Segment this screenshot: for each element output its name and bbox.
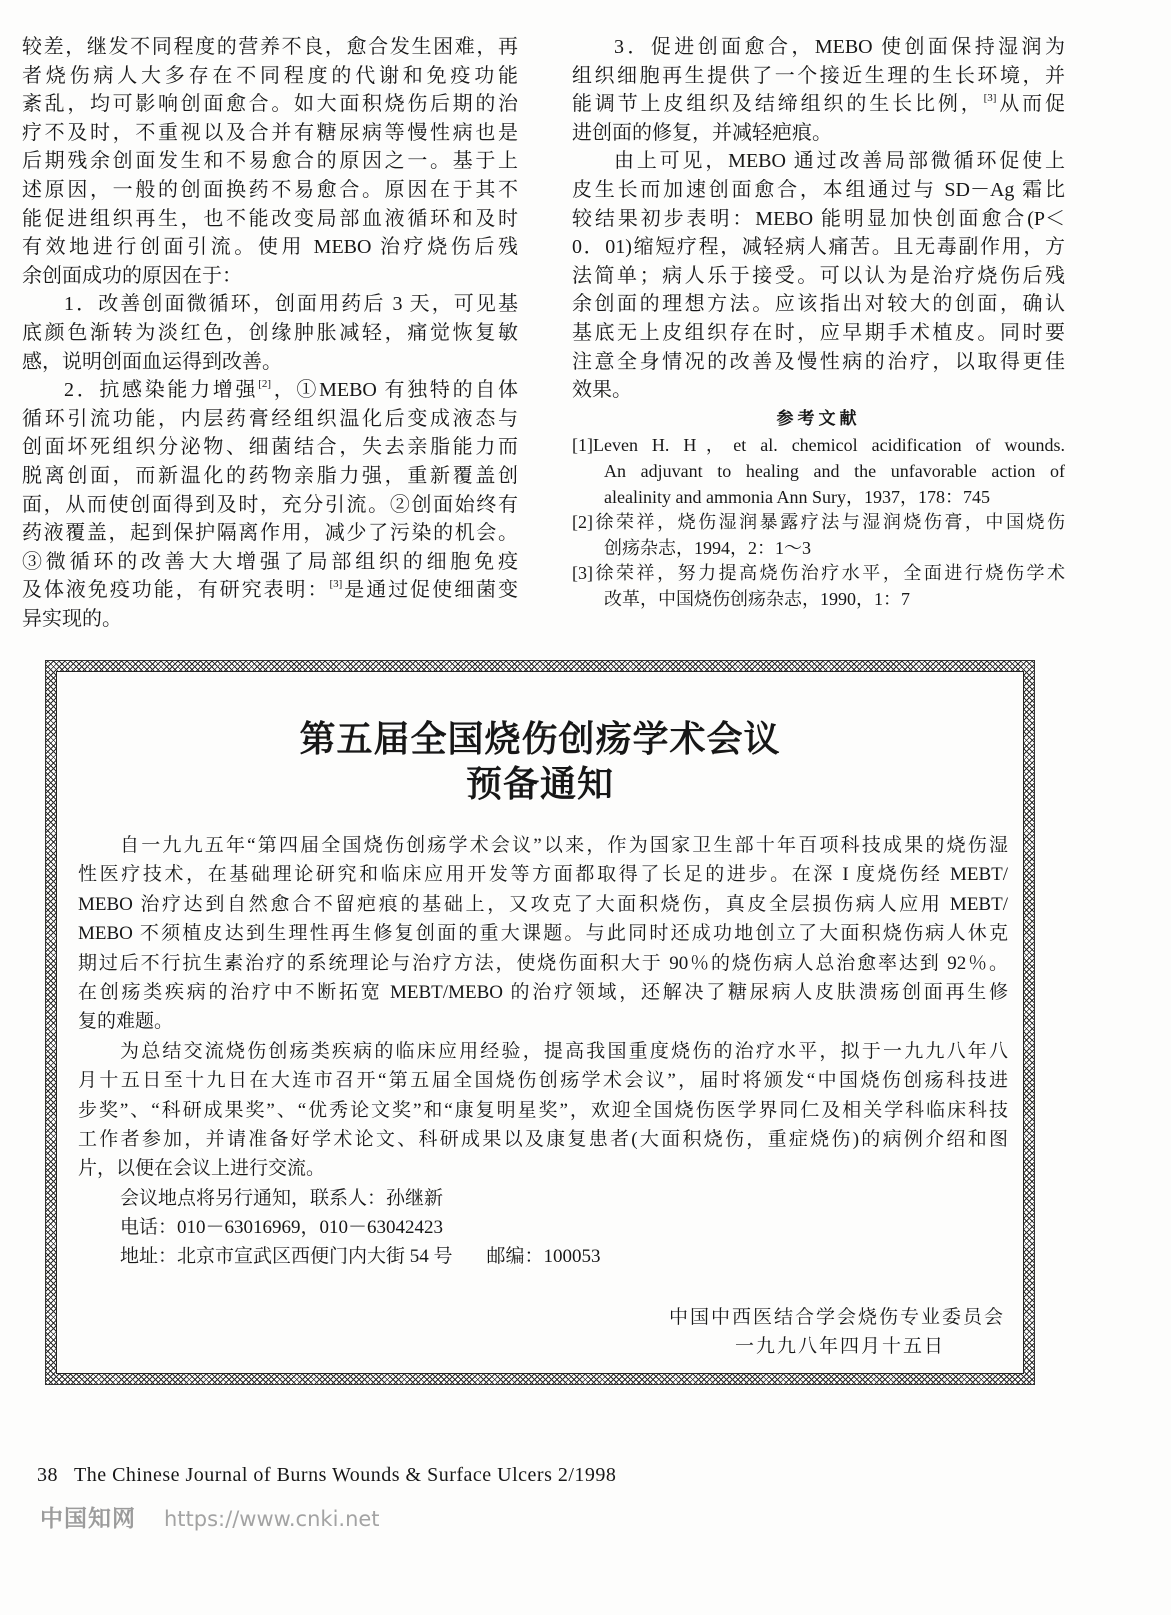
left-column-line: 述原因，一般的创面换药不易愈合。原因在于其不 (22, 178, 518, 201)
left-column-line: 异实现的。 (22, 607, 122, 630)
notice-line: 月十五日至十九日在大连市召开“第五届全国烧伤创疡学术会议”，届时将颁发“中国烧伤创疡科技进 (78, 1070, 1008, 1092)
right-column-line: 3．促进创面愈合，MEBO 使创面保持湿润为 (614, 36, 1065, 58)
line-text: 是通过促使细菌变 (342, 579, 519, 602)
notice-line: 性医疗技术，在基础理论研究和临床应用开发等方面都取得了长足的进步。在深 I 度烧伤经 MEBT/ (78, 864, 1008, 886)
right-column-line: 皮生长而加速创面愈合，本组通过与 SD－Ag 霜比 (572, 178, 1065, 201)
left-column (22, 33, 518, 633)
right-column-line: 注意全身情况的改善及慢性病的治疗，以取得更佳 (572, 350, 1065, 373)
left-column-line: ③微循环的改善大大增强了局部组织的细胞免疫 (22, 550, 518, 573)
citation-superscript: [2] (258, 378, 272, 391)
right-column-line: 法简单；病人乐于接受。可以认为是治疗烧伤后残 (572, 264, 1065, 287)
citation-superscript: [3] (983, 92, 997, 105)
contact-phone: 电话：010－63016969，010－63042423 (120, 1217, 444, 1239)
left-column-line: 创面坏死组织分泌物、细菌结合，失去亲脂能力而 (22, 436, 518, 459)
page-footer (37, 1461, 616, 1489)
left-column-line: 1．改善创面微循环，创面用药后 3 天，可见基 (64, 293, 518, 316)
notice-line: MEBO 不须植皮达到生理性再生修复创面的重大课题。与此同时还成功地创立了大面积烧伤病人休克 (78, 923, 1008, 945)
left-column-line: 较差，继发不同程度的营养不良，愈合发生困难，再 (22, 36, 518, 58)
left-column-line: 感，说明创面血运得到改善。 (22, 350, 282, 373)
notice-line: 为总结交流烧伤创疡类疾病的临床应用经验，提高我国重度烧伤的治疗水平，拟于一九九八年八 (120, 1040, 1008, 1062)
notice-line: 片，以便在会议上进行交流。 (78, 1158, 326, 1180)
right-column (572, 33, 1065, 612)
notice-line: 工作者参加，并请准备好学术论文、科研成果以及康复患者(大面积烧伤，重症烧伤)的病例介绍和图 (78, 1128, 1008, 1150)
left-column-line: 有效地进行创面引流。使用 MEBO 治疗烧伤后残 (22, 236, 518, 259)
left-column-line: 底颜色渐转为淡红色，创缘肿胀减轻，痛觉恢复敏 (22, 321, 518, 344)
reference-line: alealinity and ammonia Ann Sury，1937，178：745 (604, 486, 990, 507)
notice-line: 复的难题。 (78, 1011, 174, 1033)
cnki-watermark (40, 1504, 380, 1534)
line-text: 及体液免疫功能，有研究表明： (22, 579, 330, 602)
contact-address: 地址：北京市宣武区西便门内大街 54 号 (120, 1246, 453, 1268)
reference-list (572, 433, 1065, 612)
right-column-line: 基底无上皮组织存在时，应早期手术植皮。同时要 (572, 321, 1065, 344)
journal-name: The Chinese Journal of Burns Wounds & Surface Ulcers 2/1998 (74, 1464, 617, 1486)
right-column-line: 较结果初步表明：MEBO 能明显加快创面愈合(P＜ (572, 207, 1065, 230)
left-column-line: 脱离创面，而新温化的药物亲脂力强，重新覆盖创 (22, 464, 518, 487)
notice-line: 在创疡类疾病的治疗中不断拓宽 MEBT/MEBO 的治疗领域，还解决了糖尿病人皮肤溃疡创面再生修 (78, 981, 1008, 1003)
notice-subtitle: 预备通知 (465, 764, 614, 805)
left-column-line: 紊乱，均可影响创面愈合。如大面积烧伤后期的治 (22, 93, 518, 116)
notice-line: MEBO 治疗达到自然愈合不留疤痕的基础上，又攻克了大面积烧伤，真皮全层损伤病人应用 MEBT/ (78, 893, 1008, 915)
reference-item (572, 561, 1065, 612)
right-column-line: 余创面的理想方法。应该指出对较大的创面，确认 (572, 293, 1065, 316)
notice-line: 自一九九五年“第四届全国烧伤创疡学术会议”以来，作为国家卫生部十年百项科技成果的烧伤湿 (120, 835, 1008, 856)
contact-postcode: 邮编：100053 (486, 1246, 601, 1268)
right-column-line: 组织细胞再生提供了一个接近生理的生长环境，并 (572, 64, 1065, 87)
reference-line: 创疡杂志，1994，2：1～3 (604, 537, 811, 558)
notice-issuer: 中国中西医结合学会烧伤专业委员会 (668, 1307, 1005, 1328)
reference-line: 改革，中国烧伤创疡杂志，1990，1：7 (604, 588, 910, 609)
right-column-line: 效果。 (572, 379, 632, 402)
reference-line: [3]徐荣祥，努力提高烧伤治疗水平，全面进行烧伤学术 (572, 563, 1065, 584)
left-column-line: 者烧伤病人大多存在不同程度的代谢和免疫功能 (22, 64, 518, 87)
right-column-line: 0．01)缩短疗程，减轻病人痛苦。且无毒副作用，方 (572, 236, 1065, 259)
left-column-line: 余创面成功的原因在于： (22, 264, 242, 287)
right-column-line (572, 90, 1065, 119)
citation-superscript: [3] (329, 578, 343, 591)
reference-item (572, 510, 1065, 561)
left-column-line: 循环引流功能，内层药膏经组织温化后变成液态与 (22, 407, 518, 430)
line-text: 从而促 (996, 93, 1066, 116)
notice-body (78, 831, 1008, 1272)
left-column-line (22, 376, 518, 405)
notice-line: 步奖”、“科研成果奖”、“优秀论文奖”和“康复明星奖”，欢迎全国烧伤医学界同仁及相关学科临床科技 (78, 1099, 1008, 1121)
reference-line: [2]徐荣祥，烧伤湿润暴露疗法与湿润烧伤膏，中国烧伤 (572, 512, 1065, 533)
left-column-line: 疗不及时，不重视以及合并有糖尿病等慢性病也是 (22, 121, 518, 144)
cnki-url: https://www.cnki.net (164, 1507, 380, 1531)
notice-line: 期过后不行抗生素治疗的系统理论与治疗方法，使烧伤面积大于 90％的烧伤病人总治愈率达到 92％。 (78, 952, 1008, 974)
right-column-line: 进创面的修复，并减轻疤痕。 (572, 121, 832, 144)
right-column-line: 由上可见，MEBO 通过改善局部微循环促使上 (614, 150, 1065, 173)
references-heading: 参考文献 (776, 408, 861, 428)
line-text: 2．抗感染能力增强 (64, 379, 259, 402)
left-column-line (22, 576, 518, 605)
left-column-line: 药液覆盖，起到保护隔离作用，减少了污染的机会。 (22, 522, 518, 545)
reference-line: [1]Leven H. H，et al. chemicol acidification of wounds. (572, 435, 1065, 456)
contact-venue: 会议地点将另行通知，联系人：孙继新 (120, 1187, 444, 1209)
notice-title: 第五届全国烧伤创疡学术会议 (299, 719, 781, 760)
left-column-line: 能促进组织再生，也不能改变局部血液循环和及时 (22, 207, 518, 230)
line-text: 能调节上皮组织及结缔组织的生长比例， (572, 93, 984, 116)
cnki-logo: 中国知网 (40, 1506, 136, 1532)
notice-date: 一九九八年四月十五日 (735, 1336, 946, 1357)
reference-item (572, 433, 1065, 510)
page-number: 38 (37, 1464, 58, 1486)
reference-line: An adjuvant to healing and the unfavorable action of (604, 460, 1065, 481)
notice-box (45, 660, 1035, 1385)
left-column-line: 面，从而使创面得到及时，充分引流。②创面始终有 (22, 493, 518, 516)
contact-address-line (78, 1242, 1008, 1271)
left-column-line: 后期残余创面发生和不易愈合的原因之一。基于上 (22, 150, 518, 173)
line-text: ，①MEBO 有独特的自体 (271, 379, 518, 402)
